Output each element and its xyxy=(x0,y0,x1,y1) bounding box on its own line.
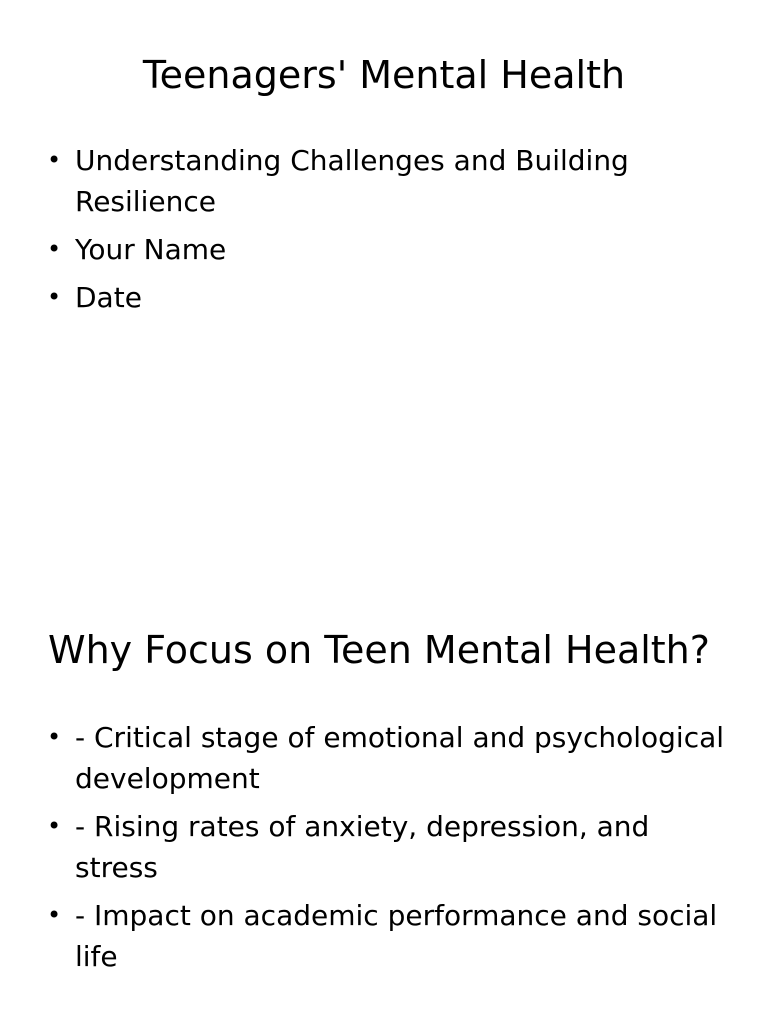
bullet-item xyxy=(0,229,735,270)
bullet-icon: • xyxy=(47,235,62,263)
bullet-icon: • xyxy=(47,283,62,311)
bullet-icon: • xyxy=(47,812,62,840)
bullet-text: - Rising rates of anxiety, depression, and stress xyxy=(75,810,650,884)
bullet-text: Your Name xyxy=(75,233,227,266)
bullet-icon: • xyxy=(47,146,62,174)
slide-title-bullet-list xyxy=(0,140,735,325)
slide-why-focus-heading: Why Focus on Teen Mental Health? xyxy=(48,628,710,672)
bullet-item xyxy=(0,140,735,222)
bullet-icon: • xyxy=(47,723,62,751)
bullet-icon: • xyxy=(47,901,62,929)
bullet-item xyxy=(0,717,735,799)
bullet-item xyxy=(0,277,735,318)
bullet-item xyxy=(0,806,735,888)
bullet-item xyxy=(0,895,735,977)
bullet-text: - Impact on academic performance and social life xyxy=(75,899,718,973)
bullet-text: Date xyxy=(75,281,142,314)
slide-title-heading: Teenagers' Mental Health xyxy=(142,53,626,97)
slide-why-focus-bullet-list xyxy=(0,717,735,984)
slide-why-focus xyxy=(0,512,768,1024)
bullet-text: - Critical stage of emotional and psychological development xyxy=(75,721,725,795)
bullet-text: Understanding Challenges and Building Resilience xyxy=(75,144,629,218)
